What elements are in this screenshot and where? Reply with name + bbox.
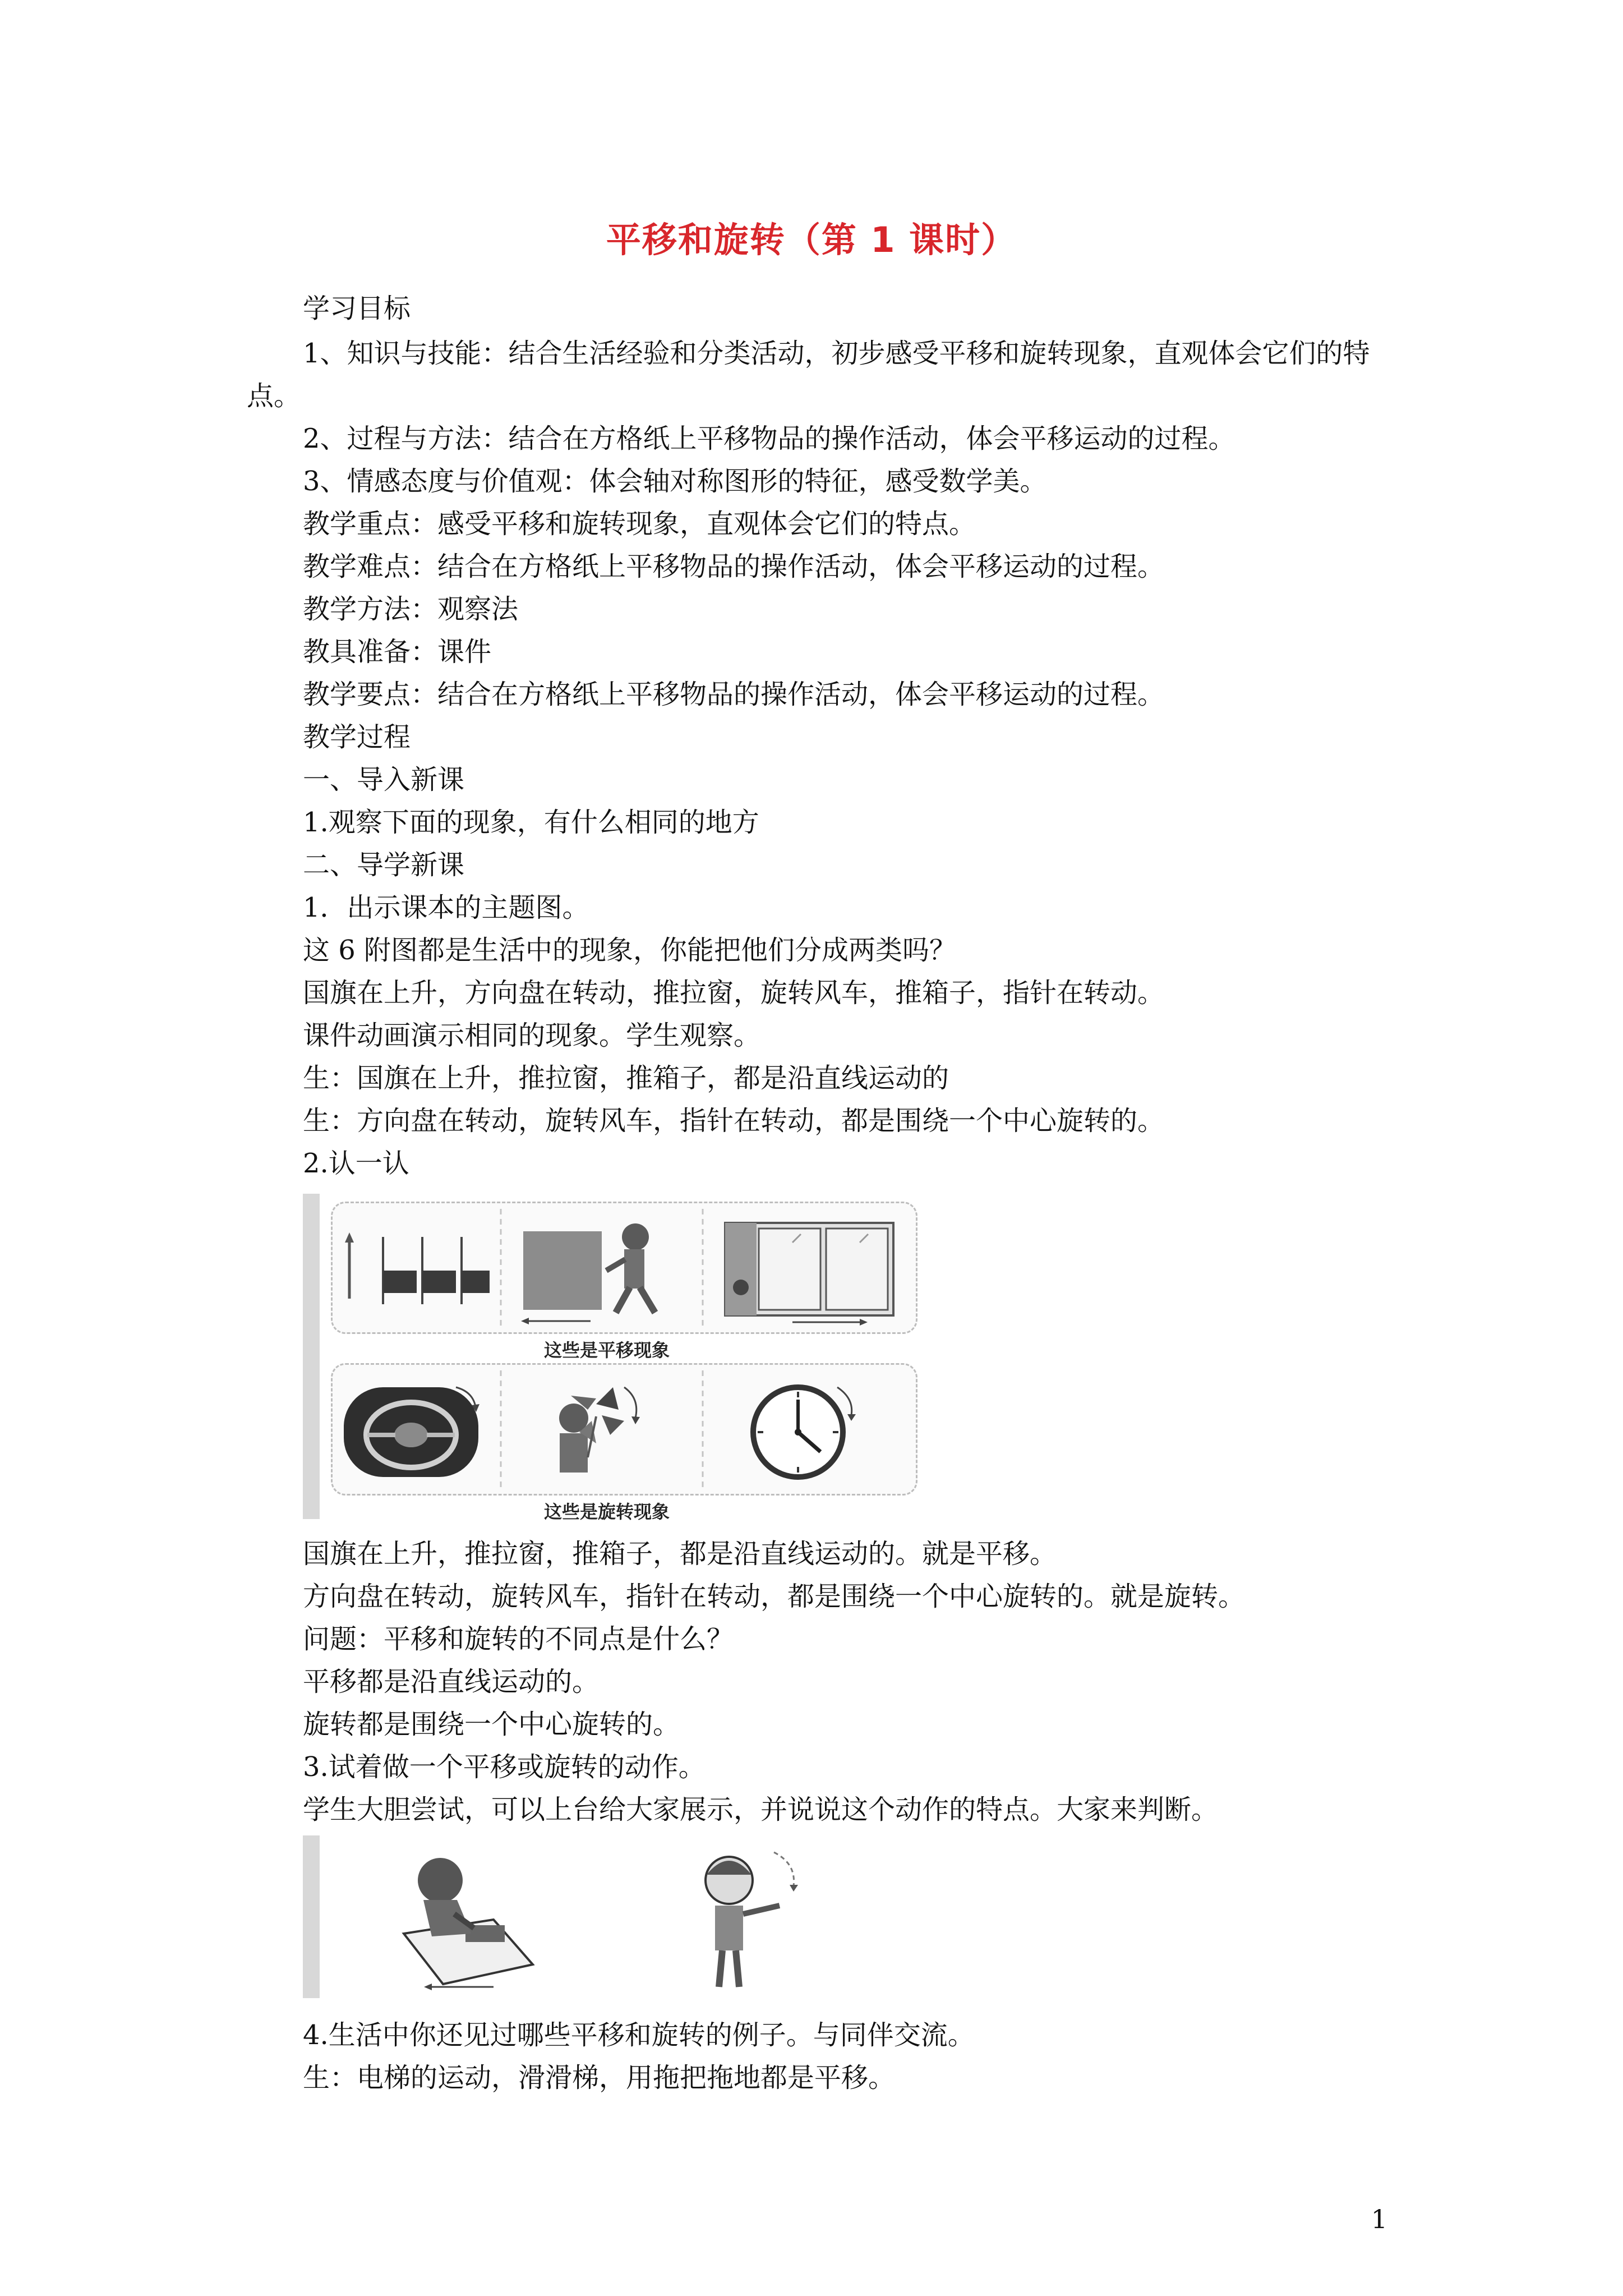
teaching-essentials: 教学要点：结合在方格纸上平移物品的操作活动，体会平移运动的过程。	[303, 679, 1165, 710]
page-title: 平移和旋转（第 1 课时）	[606, 219, 1017, 260]
boy-pushing-icon	[404, 1858, 533, 1990]
difference-2: 旋转都是围绕一个中心旋转的。	[303, 1709, 680, 1740]
phenomena-list: 国旗在上升，方向盘在转动，推拉窗，旋转风车，推箱子，指针在转动。	[303, 977, 1165, 1009]
animation-note: 课件动画演示相同的现象。学生观察。	[303, 1020, 761, 1051]
objective-2: 2、过程与方法：结合在方格纸上平移物品的操作活动，体会平移运动的过程。	[303, 423, 1235, 454]
teaching-method: 教学方法：观察法	[303, 593, 519, 625]
conclusion-1: 国旗在上升，推拉窗，推箱子，都是沿直线运动的。就是平移。	[303, 1538, 1057, 1570]
pinwheel-icon	[559, 1387, 640, 1473]
section-2-item-3: 3.试着做一个平移或旋转的动作。	[303, 1751, 706, 1783]
section-2-item-4: 4.生活中你还见过哪些平移和旋转的例子。与同伴交流。	[303, 2019, 975, 2051]
process-heading: 教学过程	[303, 721, 411, 753]
objectives-heading: 学习目标	[303, 293, 411, 324]
question-classify: 这 6 附图都是生活中的现象，你能把他们分成两类吗？	[303, 935, 957, 966]
demonstration-figure	[303, 1835, 864, 1998]
rotation-caption: 这些是旋转现象	[544, 1501, 670, 1522]
rotation-panel	[331, 1363, 917, 1496]
key-point: 教学重点：感受平移和旋转现象，直观体会它们的特点。	[303, 508, 976, 540]
sliding-window-icon	[725, 1223, 893, 1326]
teaching-tools: 教具准备：课件	[303, 636, 492, 668]
page-number: 1	[1371, 2204, 1387, 2234]
flag-raising-icon	[345, 1232, 490, 1304]
section-1-heading: 一、导入新课	[303, 764, 465, 795]
translation-caption: 这些是平移现象	[544, 1340, 670, 1361]
difficulty: 教学难点：结合在方格纸上平移物品的操作活动，体会平移运动的过程。	[303, 551, 1165, 582]
section-2-item-2: 2.认一认	[303, 1148, 409, 1179]
student-answer-2: 生：方向盘在转动，旋转风车，指针在转动，都是围绕一个中心旋转的。	[303, 1105, 1165, 1137]
section-2-item-1: 1．出示课本的主题图。	[303, 892, 589, 923]
section-2-heading: 二、导学新课	[303, 849, 465, 881]
objective-3: 3、情感态度与价值观：体会轴对称图形的特征，感受数学美。	[303, 466, 1047, 497]
clock-icon	[753, 1387, 856, 1477]
girl-rotating-icon	[706, 1852, 798, 1987]
push-box-icon	[521, 1223, 655, 1324]
objective-1: 1、知识与技能：结合生活经验和分类活动，初步感受平移和旋转现象，直观体会它们的特点。	[247, 338, 1370, 412]
difference-question: 问题：平移和旋转的不同点是什么？	[303, 1623, 734, 1655]
student-answer-1: 生：国旗在上升，推拉窗，推箱子，都是沿直线运动的	[303, 1062, 949, 1094]
student-try: 学生大胆尝试，可以上台给大家展示，并说说这个动作的特点。大家来判断。	[303, 1794, 1219, 1825]
student-answer-3: 生：电梯的运动，滑滑梯，用拖把拖地都是平移。	[303, 2062, 896, 2093]
difference-1: 平移都是沿直线运动的。	[303, 1666, 600, 1697]
translation-panel	[331, 1202, 917, 1334]
section-1-item-1: 1.观察下面的现象，有什么相同的地方	[303, 807, 759, 838]
conclusion-2: 方向盘在转动，旋转风车，指针在转动，都是围绕一个中心旋转的。就是旋转。	[303, 1581, 1246, 1612]
phenomena-figure	[303, 1194, 937, 1522]
steering-wheel-icon	[344, 1387, 479, 1477]
